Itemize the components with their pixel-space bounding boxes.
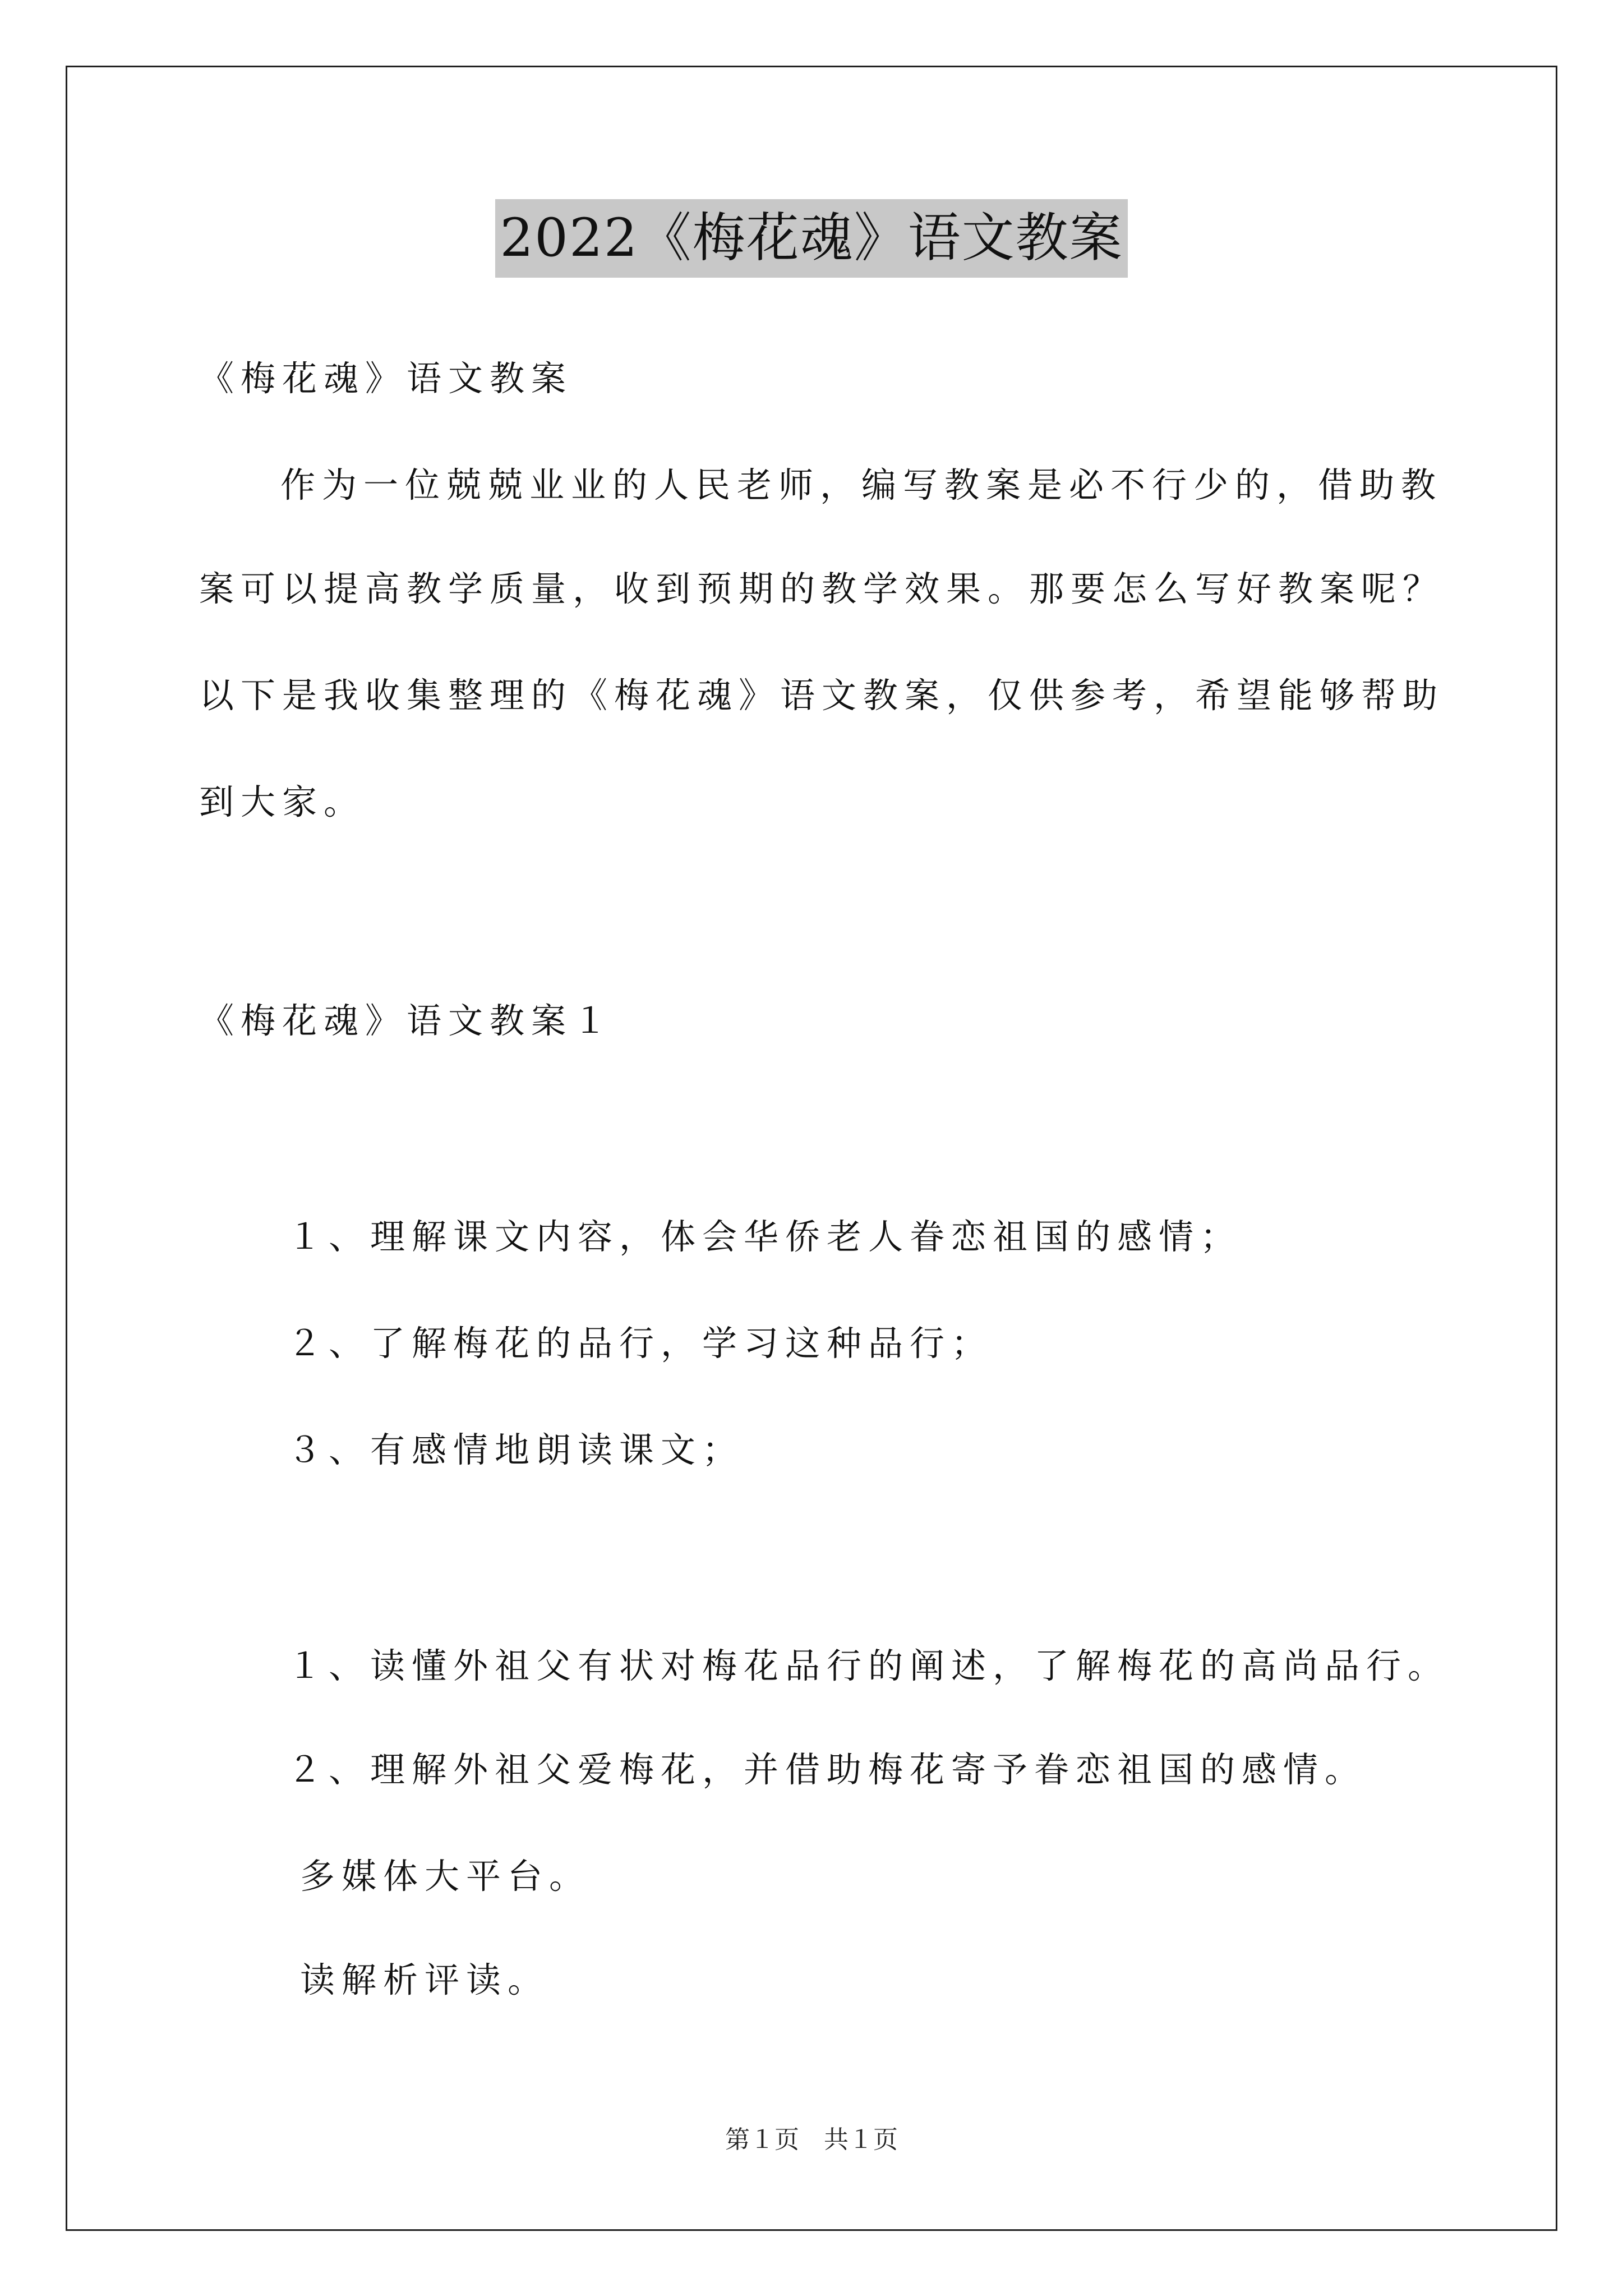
note-2: 读解析评读。	[300, 1959, 550, 2000]
goal-item-1: １、理解课文内容，体会华侨老人眷恋祖国的感情；	[287, 1216, 1242, 1257]
goal-item-2: ２、了解梅花的品行，学习这种品行；	[287, 1323, 993, 1364]
page-footer: 第１页 共１页	[725, 2125, 898, 2154]
intro-line-2: 案可以提高教学质量，收到预期的教学效果。那要怎么写好教案呢？	[199, 568, 1445, 609]
title-container	[0, 199, 1623, 278]
document-title: 2022《梅花魂》语文教案	[495, 199, 1127, 278]
subtitle: 《梅花魂》语文教案	[199, 358, 573, 399]
intro-line-3: 以下是我收集整理的《梅花魂》语文教案，仅供参考，希望能够帮助	[199, 675, 1445, 716]
key-point-1: １、读懂外祖父有状对梅花品行的阐述，了解梅花的高尚品行。	[287, 1645, 1450, 1686]
note-1: 多媒体大平台。	[300, 1856, 591, 1897]
intro-line-1: 作为一位兢兢业业的人民老师，编写教案是必不行少的，借助教	[280, 464, 1443, 505]
goal-item-3: ３、有感情地朗读课文；	[287, 1429, 744, 1470]
section-heading: 《梅花魂》语文教案１	[199, 1000, 615, 1041]
intro-line-4: 到大家。	[199, 781, 366, 822]
key-point-2: ２、理解外祖父爱梅花，并借助梅花寄予眷恋祖国的感情。	[287, 1749, 1367, 1790]
